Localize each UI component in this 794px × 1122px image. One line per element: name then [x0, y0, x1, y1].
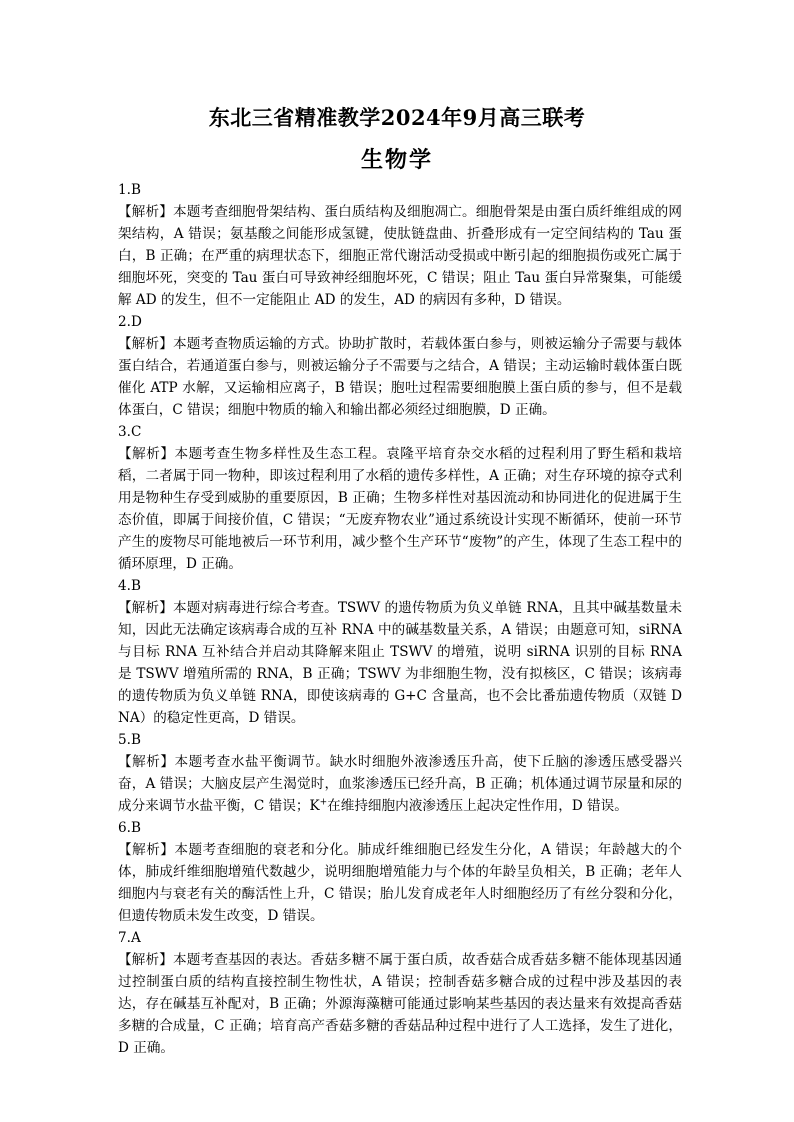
ion-charge-superscript: + [319, 797, 328, 808]
explanation-text: 在维持细胞内液渗透压上起决定性作用，D 错误。 [327, 798, 628, 814]
answer-number: 5.B [118, 732, 141, 748]
answer-number: 6.B [118, 820, 141, 836]
explanation-text: 【解析】本题考查水盐平衡调节。缺水时细胞外液渗透压升高，使下丘脑的渗透压感受器兴奋，A 错误；大脑皮层产生渴觉时，血浆渗透压已经升高，B 正确；机体通过调节尿量和尿的成分来调节水盐平衡，C 错误；K [118, 754, 682, 814]
answer-explanation: 【解析】本题考查基因的表达。香菇多糖不属于蛋白质，故香菇合成香菇多糖不能体现基因通过控制蛋白质的结构直接控制生物性状，A 错误；控制香菇多糖合成的过程中涉及基因的表达，存在碱基互补配对，B 正确；外源海藻糖可能通过影响某些基因的表达量来有效提高香菇多糖的合成量，C 正确；培育高产香菇多糖的香菇品种过程中进行了人工选择，发生了进化，D 正确。 [118, 952, 682, 1056]
answer-number: 1.B [118, 182, 141, 198]
answer-item-2 [118, 311, 682, 421]
answer-item-3 [118, 421, 682, 575]
answer-number: 2.D [118, 314, 142, 330]
answer-item-4 [118, 575, 682, 729]
answer-item-5 [118, 729, 682, 817]
answer-number: 7.A [118, 930, 141, 946]
answer-explanation: 【解析】本题考查生物多样性及生态工程。袁隆平培育杂交水稻的过程利用了野生稻和栽培稻，二者属于同一物种，即该过程利用了水稻的遗传多样性，A 正确；对生存环境的掠夺式利用是物种生存受到威胁的重要原因，B 正确；生物多样性对基因流动和协同进化的促进属于生态价值，即属于间接价值，C 错误；“无废弃物农业”通过系统设计实现不断循环，使前一环节产生的废物尽可能地被后一环节利用，减少整个生产环节“废物”的产生，体现了生态工程中的循环原理，D 正确。 [118, 446, 682, 572]
answer-explanation: 【解析】本题对病毒进行综合考查。TSWV 的遗传物质为负义单链 RNA，且其中碱基数量未知，因此无法确定该病毒合成的互补 RNA 中的碱基数量关系，A 错误；由题意可知，siRNA 与目标 RNA 互补结合并启动其降解来阻止 TSWV 的增殖，说明 siRNA 识别的目标 RNA 是 TSWV 增殖所需的 RNA，B 正确；TSWV 为非细胞生物，没有拟核区，C 错误；该病毒的遗传物质为负义单链 RNA，即使该病毒的 G+C 含量高，也不会比番茄遗传物质（双链 DNA）的稳定性更高，D 错误。 [118, 600, 682, 726]
answer-item-7 [118, 927, 682, 1059]
answer-explanation: 【解析】本题考查细胞骨架结构、蛋白质结构及细胞凋亡。细胞骨架是由蛋白质纤维组成的网架结构，A 错误；氨基酸之间能形成氢键，使肽链盘曲、折叠形成有一定空间结构的 Tau 蛋白，B 正确；在严重的病理状态下，细胞正常代谢活动受损或中断引起的细胞损伤或死亡属于细胞坏死，突变的 Tau 蛋白可导致神经细胞坏死，C 错误；阻止 Tau 蛋白异常聚集，可能缓解 AD 的发生，但不一定能阻止 AD 的发生，AD 的病因有多种，D 错误。 [118, 204, 682, 308]
answer-item-1 [118, 179, 682, 311]
answer-explanation: 【解析】本题考查物质运输的方式。协助扩散时，若载体蛋白参与，则被运输分子需要与载体蛋白结合，若通道蛋白参与，则被运输分子不需要与之结合，A 错误；主动运输时载体蛋白既催化 ATP 水解，又运输相应离子，B 错误；胞吐过程需要细胞膜上蛋白质的参与，但不是载体蛋白，C 错误；细胞中物质的输入和输出都必须经过细胞膜，D 正确。 [118, 336, 682, 418]
answer-explanation: 【解析】本题考查细胞的衰老和分化。肺成纤维细胞已经发生分化，A 错误；年龄越大的个体，肺成纤维细胞增殖代数越少，说明细胞增殖能力与个体的年龄呈负相关，B 正确；老年人细胞内与衰老有关的酶活性上升，C 错误；胎儿发育成老年人时细胞经历了有丝分裂和分化，但遗传物质未发生改变，D 错误。 [118, 842, 682, 924]
subject-title: 生物学 [360, 147, 433, 173]
answer-number: 4.B [118, 578, 141, 594]
answer-number: 3.C [118, 424, 142, 440]
answer-list [118, 179, 682, 1059]
answer-explanation [118, 751, 682, 817]
page-title: 东北三省精准教学2024年9月高三联考 [208, 105, 586, 130]
answer-item-6 [118, 817, 682, 927]
